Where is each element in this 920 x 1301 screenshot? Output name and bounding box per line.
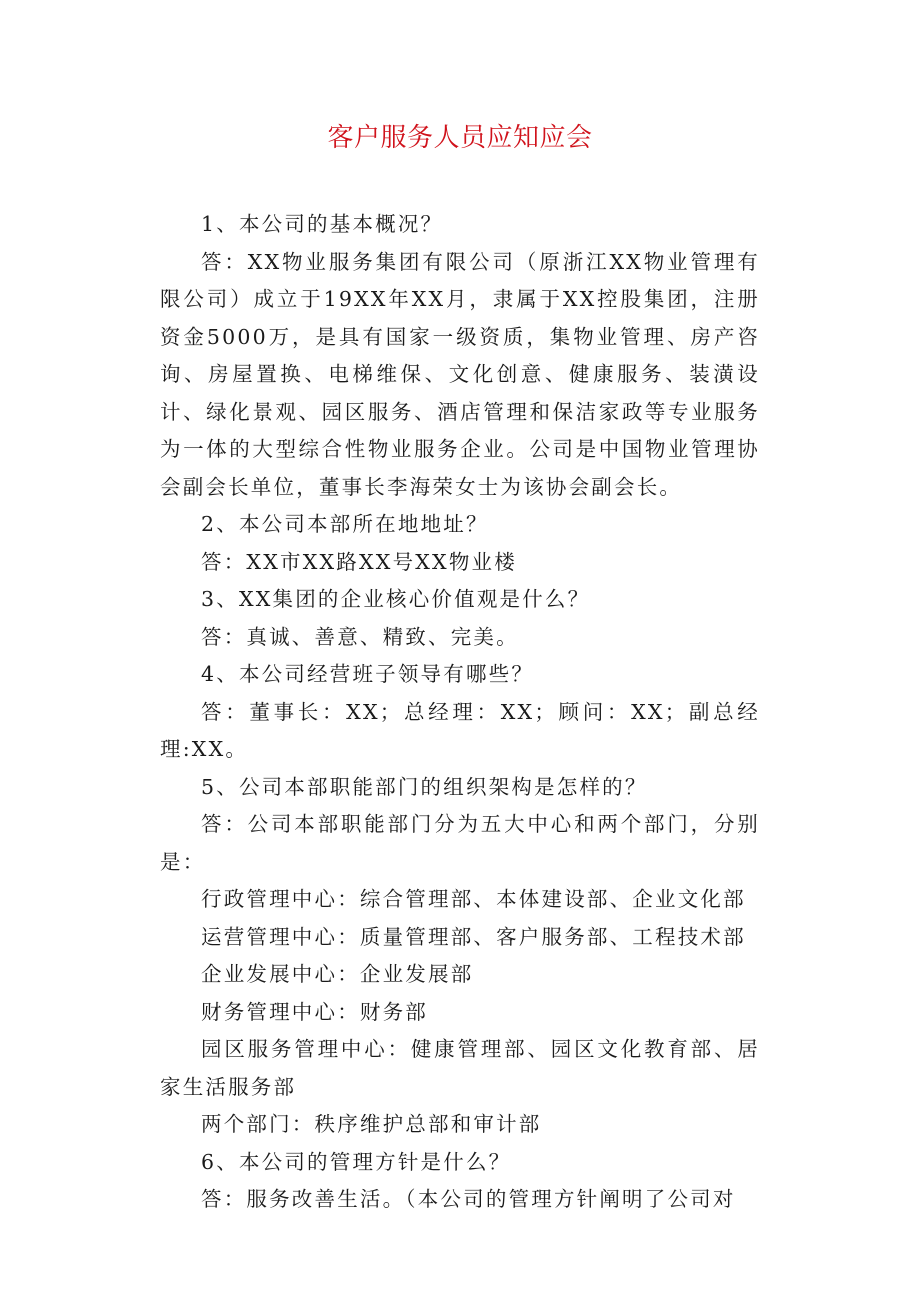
- question-3: 3、XX集团的企业核心价值观是什么？: [201, 587, 591, 611]
- answer-4: 答：董事长：XX；总经理：XX；顾问：XX；副总经理:XX。: [160, 699, 760, 761]
- document-body: [160, 206, 760, 1219]
- question-6: 6、本公司的管理方针是什么？: [201, 1149, 512, 1174]
- department-development-center: 企业发展中心：企业发展部: [201, 962, 474, 986]
- question-5: 5、公司本部职能部门的组织架构是怎样的？: [201, 774, 648, 799]
- department-admin-center: 行政管理中心：综合管理部、本体建设部、企业文化部: [201, 887, 746, 911]
- department-two-departments: 两个部门：秩序维护总部和审计部: [201, 1112, 542, 1136]
- department-finance-center: 财务管理中心：财务部: [201, 999, 428, 1024]
- question-1: 1、本公司的基本概况？: [201, 212, 444, 236]
- answer-5: 答：公司本部职能部门分为五大中心和两个部门，分别是：: [160, 812, 760, 874]
- answer-1: 答：XX物业服务集团有限公司（原浙江XX物业管理有限公司）成立于19XX年XX月，隶属于XX控股集团，注册资金5000万，是具有国家一级资质，集物业管理、房产咨询、房屋置换、电梯维保、文化创意、健康服务、装潢设计、绿化景观、园区服务、酒店管理和保洁家政等专业服务为一体的大型综合性物业服务企业。公司是中国物业管理协会副会长单位，董事长李海荣女士为该协会副会长。: [160, 249, 760, 499]
- department-operations-center: 运营管理中心：质量管理部、客户服务部、工程技术部: [201, 924, 746, 949]
- document-title: 客户服务人员应知应会: [327, 123, 593, 153]
- department-park-service-center: 园区服务管理中心：健康管理部、园区文化教育部、居家生活服务部: [160, 1037, 760, 1099]
- question-2: 2、本公司本部所在地地址？: [201, 512, 489, 536]
- answer-2: 答：XX市XX路XX号XX物业楼: [201, 549, 517, 574]
- question-4: 4、本公司经营班子领导有哪些？: [201, 662, 535, 686]
- answer-3: 答：真诚、善意、精致、完美。: [201, 624, 519, 649]
- answer-6: 答：服务改善生活。（本公司的管理方针阐明了公司对: [201, 1187, 736, 1211]
